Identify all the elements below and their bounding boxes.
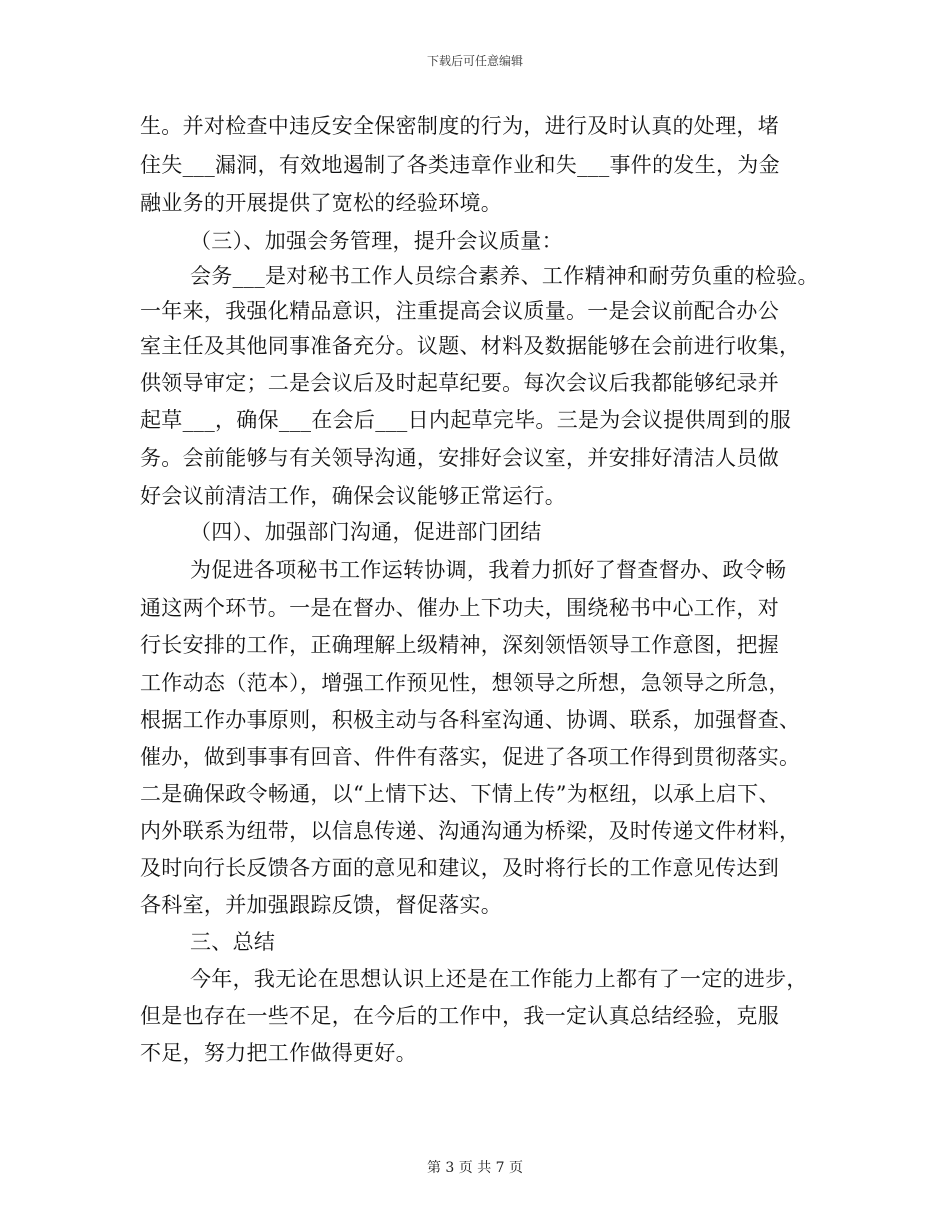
section-heading: 三、总结 <box>190 930 276 954</box>
body-line: 行长安排的工作，正确理解上级精神，深刻领悟领导工作意图，把握 <box>140 633 779 657</box>
body-line: 起草___，确保___在会后___日内起草完毕。三是为会议提供周到的服 <box>140 408 791 432</box>
body-line: 内外联系为纽带，以信息传递、沟通沟通为桥梁，及时传递文件材料， <box>140 819 801 843</box>
body-line: 二是确保政令畅通，以“上情下达、下情上传”为枢纽，以承上启下、 <box>140 782 780 806</box>
body-line: 但是也存在一些不足，在今后的工作中，我一定认真总结经验，克服 <box>140 1004 779 1028</box>
section-heading: （三）、加强会务管理，提升会议质量： <box>190 229 563 253</box>
body-line: 不足，努力把工作做得更好。 <box>140 1041 417 1065</box>
body-line: 住失___漏洞，有效地遏制了各类违章作业和失___事件的发生，为金 <box>140 153 780 177</box>
page-header: 下载后可任意编辑 <box>426 54 523 68</box>
body-line: 生。并对检查中违反安全保密制度的行为，进行及时认真的处理，堵 <box>140 114 779 138</box>
page-number: 第 3 页 共 7 页 <box>426 1160 524 1176</box>
body-line: 催办，做到事事有回音、件件有落实，促进了各项工作得到贯彻落实。 <box>140 745 801 769</box>
body-line: 各科室，并加强跟踪反馈，督促落实。 <box>140 893 503 917</box>
body-line: 务。会前能够与有关领导沟通，安排好会议室，并安排好清洁人员做 <box>140 446 779 470</box>
section-heading: （四）、加强部门沟通，促进部门团结 <box>190 520 542 544</box>
body-line: 好会议前清洁工作，确保会议能够正常运行。 <box>140 484 566 508</box>
body-line: 为促进各项秘书工作运转协调，我着力抓好了督查督办、政令畅 <box>190 558 787 582</box>
body-line: 会务___是对秘书工作人员综合素养、工作精神和耐劳负重的检验。 <box>190 264 819 288</box>
body-line: 通这两个环节。一是在督办、催办上下功夫，围绕秘书中心工作，对 <box>140 596 779 620</box>
body-line: 供领导审定；二是会议后及时起草纪要。每次会议后我都能够纪录并 <box>140 371 779 395</box>
body-line: 根据工作办事原则，积极主动与各科室沟通、协调、联系，加强督查、 <box>140 708 801 732</box>
body-line: 工作动态（范本），增强工作预见性，想领导之所想，急领导之所急， <box>140 671 790 695</box>
body-line: 及时向行长反馈各方面的意见和建议，及时将行长的工作意见传达到 <box>140 856 779 880</box>
body-line: 室主任及其他同事准备充分。议题、材料及数据能够在会前进行收集， <box>140 334 801 358</box>
body-line: 一年来，我强化精品意识，注重提高会议质量。一是会议前配合办公 <box>140 299 779 323</box>
body-line: 今年，我无论在思想认识上还是在工作能力上都有了一定的进步， <box>190 967 808 991</box>
body-line: 融业务的开展提供了宽松的经验环境。 <box>140 191 503 215</box>
